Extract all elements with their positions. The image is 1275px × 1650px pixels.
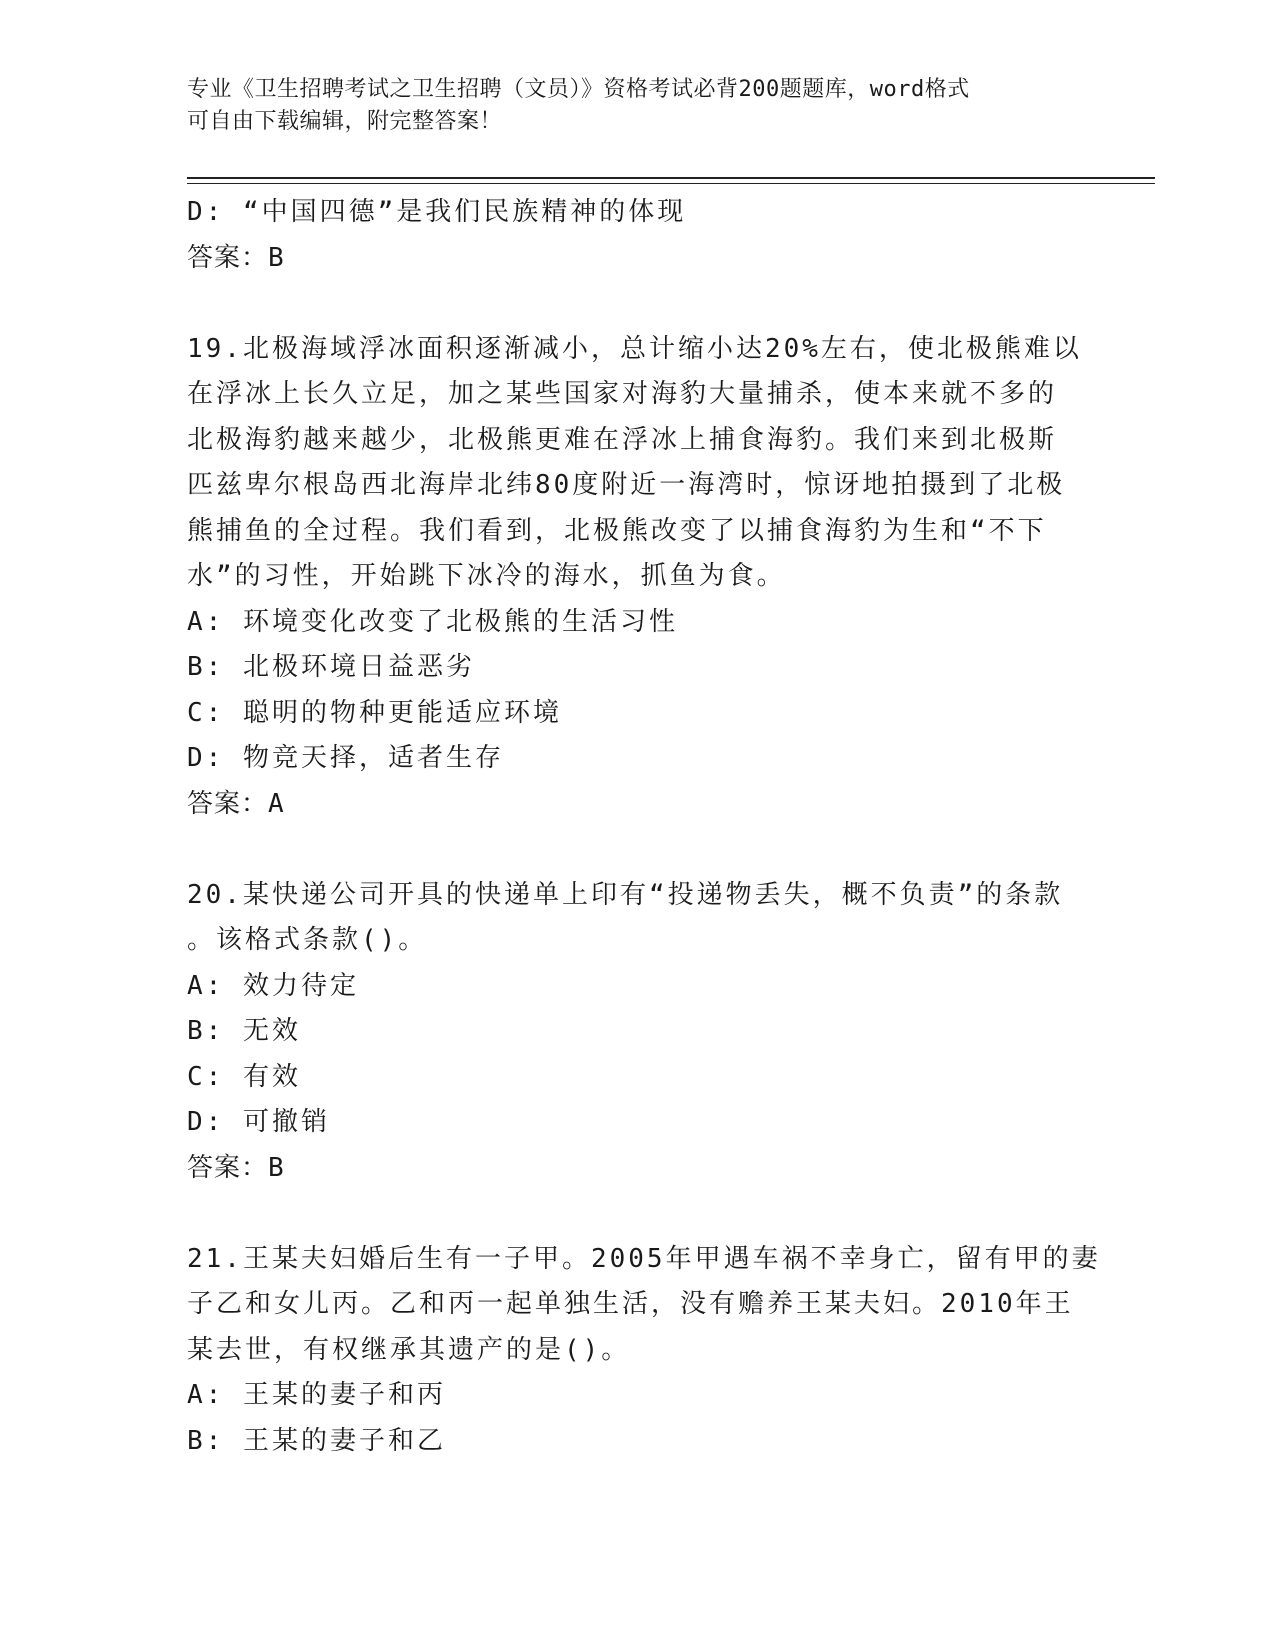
option-a: A: 环境变化改变了北极熊的生活习性 [187,606,678,637]
question-21 [187,1237,1101,1465]
option-d: D: “中国四德”是我们民族精神的体现 [187,197,687,227]
question-stem-line: 水”的习性，开始跳下冰冷的海水，抓鱼为食。 [187,561,786,591]
spacer [187,827,1087,873]
question-stem-line: 。该格式条款()。 [187,925,428,955]
option-a: A: 王某的妻子和丙 [187,1380,446,1410]
answer: 答案：B [187,1152,285,1183]
question-stem-line: 在浮冰上长久立足，加之某些国家对海豹大量捕杀，使本来就不多的 [187,379,1058,409]
answer: 答案：A [187,788,285,819]
option-d: D: 物竞天择，适者生存 [187,743,504,773]
header-line-1: 专业《卫生招聘考试之卫生招聘（文员）》资格考试必背200题题库，word格式 [187,77,970,102]
question-stem-line: 熊捕鱼的全过程。我们看到，北极熊改变了以捕食海豹为生和“不下 [187,515,1047,546]
option-c: C: 聪明的物种更能适应环境 [187,697,562,728]
question-20 [187,873,1087,1192]
header-line-2: 可自由下载编辑，附完整答案！ [187,109,503,134]
question-stem-line: 某去世，有权继承其遗产的是()。 [187,1334,631,1365]
question-19 [187,327,1087,828]
header-divider-thick [187,177,1155,179]
option-d: D: 可撤销 [187,1107,330,1137]
question-stem-line: 19.北极海域浮冰面积逐渐减小，总计缩小达20%左右，使北极熊难以 [187,333,1082,364]
option-b: B: 王某的妻子和乙 [187,1425,446,1456]
spacer [187,281,1087,327]
question-stem-line: 20.某快递公司开具的快递单上印有“投递物丢失，概不负责”的条款 [187,879,1064,910]
spacer [187,1191,1087,1237]
question-stem-line: 21.王某夫妇婚后生有一子甲。2005年甲遇车祸不幸身亡，留有甲的妻 [187,1243,1101,1274]
question-stem-line: 匹兹卑尔根岛西北海岸北纬80度附近一海湾时，惊讶地拍摄到了北极 [187,470,1066,500]
option-b: B: 无效 [187,1016,301,1046]
answer: 答案：B [187,242,285,273]
option-c: C: 有效 [187,1061,301,1092]
header-divider-thin [187,183,1155,184]
question-stem-line: 北极海豹越来越少，北极熊更难在浮冰上捕食海豹。我们来到北极斯 [187,424,1058,455]
document-header [187,74,1087,138]
option-a: A: 效力待定 [187,970,359,1001]
option-b: B: 北极环境日益恶劣 [187,652,475,682]
question-content [187,190,1101,1464]
question-18 [187,190,1087,281]
question-stem-line: 子乙和女儿丙。乙和丙一起单独生活，没有赡养王某夫妇。2010年王 [187,1289,1074,1319]
